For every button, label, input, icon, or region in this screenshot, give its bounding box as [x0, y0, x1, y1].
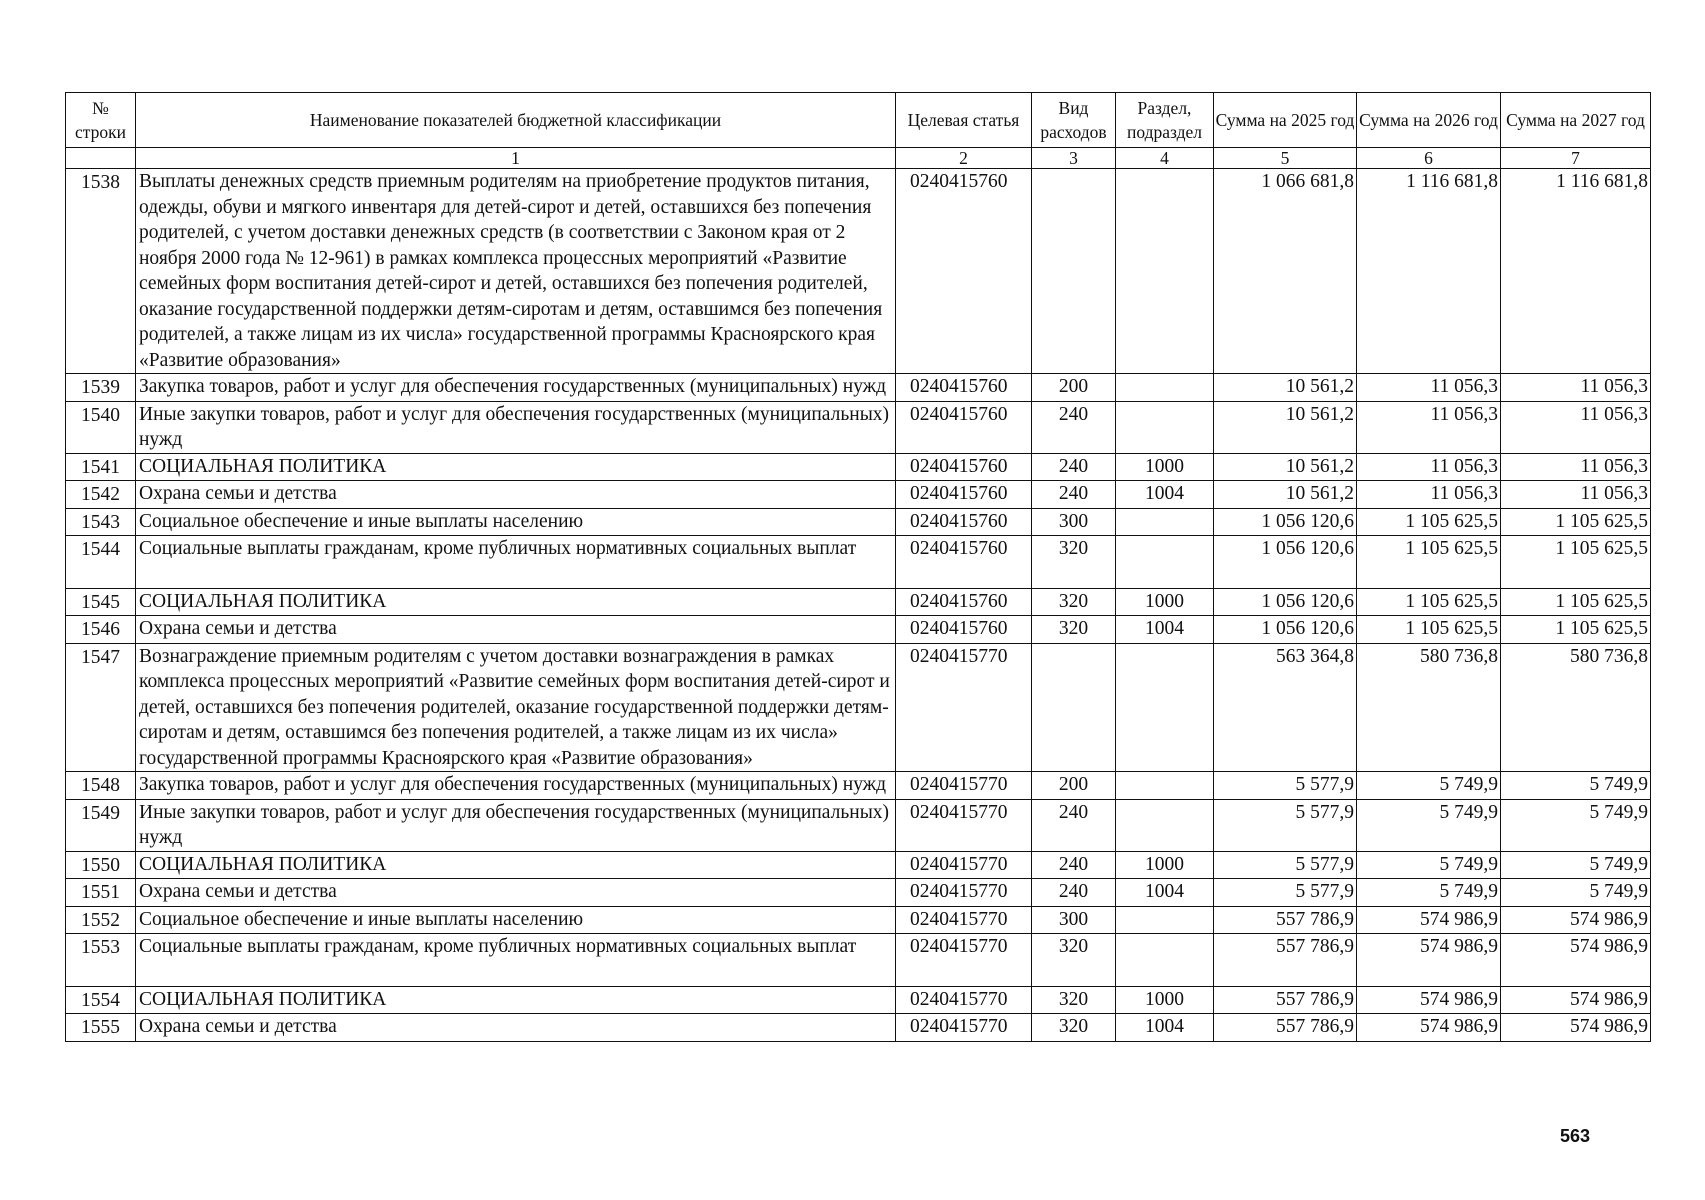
row-sum-2026: 11 056,3: [1357, 401, 1501, 453]
row-expense-type: 300: [1032, 906, 1116, 934]
row-sum-2025: 10 561,2: [1214, 374, 1357, 402]
row-expense-type: 320: [1032, 934, 1116, 987]
row-name: СОЦИАЛЬНАЯ ПОЛИТИКА: [136, 986, 896, 1014]
row-expense-type: 240: [1032, 879, 1116, 907]
row-sum-2027: 11 056,3: [1501, 453, 1651, 481]
row-target: 0240415770: [896, 1014, 1032, 1042]
row-section: 1004: [1116, 879, 1214, 907]
row-sum-2025: 5 577,9: [1214, 799, 1357, 851]
header-section: Раздел, подраздел: [1116, 93, 1214, 148]
row-name: Социальные выплаты гражданам, кроме публичных нормативных социальных выплат: [136, 536, 896, 589]
row-target: 0240415770: [896, 906, 1032, 934]
row-sum-2026: 11 056,3: [1357, 374, 1501, 402]
row-sum-2026: 574 986,9: [1357, 906, 1501, 934]
row-number: 1544: [66, 536, 136, 589]
row-expense-type: 320: [1032, 1014, 1116, 1042]
row-sum-2026: 1 116 681,8: [1357, 169, 1501, 374]
header-row: [66, 93, 1651, 148]
row-name: Охрана семьи и детства: [136, 1014, 896, 1042]
row-name: Выплаты денежных средств приемным родителям на приобретение продуктов питания, одежды, обуви и мягкого инвентаря для детей-сирот и детей, оставшихся без попечения родителей, с учетом доставки денежных средств (в соответствии с Законом края от 2 ноября 2000 года № 12-961) в рамках комплекса процессных мероприятий «Развитие семейных форм воспитания детей-сирот и детей, оставшихся без попечения родителей, оказание государственной поддержки детям-сиротам и детям, оставшимся без попечения родителей, а также лицам из их числа» государственной программы Красноярского края «Развитие образования»: [136, 169, 896, 374]
row-target: 0240415760: [896, 616, 1032, 644]
row-sum-2026: 1 105 625,5: [1357, 508, 1501, 536]
row-expense-type: [1032, 169, 1116, 374]
row-section: [1116, 401, 1214, 453]
header-expense-type: Вид расходов: [1032, 93, 1116, 148]
table-row: [66, 453, 1651, 481]
row-number: 1551: [66, 879, 136, 907]
table-row: [66, 799, 1651, 851]
row-section: [1116, 934, 1214, 987]
row-section: [1116, 643, 1214, 772]
row-number: 1550: [66, 851, 136, 879]
row-sum-2026: 1 105 625,5: [1357, 536, 1501, 589]
row-sum-2027: 574 986,9: [1501, 934, 1651, 987]
row-sum-2025: 557 786,9: [1214, 934, 1357, 987]
row-expense-type: 320: [1032, 588, 1116, 616]
row-target: 0240415760: [896, 401, 1032, 453]
page-number: 563: [1560, 1126, 1591, 1146]
row-sum-2027: 11 056,3: [1501, 401, 1651, 453]
row-sum-2025: 1 056 120,6: [1214, 616, 1357, 644]
row-sum-2027: 580 736,8: [1501, 643, 1651, 772]
row-sum-2027: 11 056,3: [1501, 374, 1651, 402]
table-row: [66, 588, 1651, 616]
column-number: 2: [896, 148, 1032, 169]
row-target: 0240415760: [896, 481, 1032, 509]
row-sum-2027: 574 986,9: [1501, 1014, 1651, 1042]
row-sum-2027: 1 105 625,5: [1501, 616, 1651, 644]
row-expense-type: 240: [1032, 799, 1116, 851]
row-sum-2025: 1 056 120,6: [1214, 536, 1357, 589]
table-row: [66, 616, 1651, 644]
table-row: [66, 879, 1651, 907]
row-sum-2025: 1 056 120,6: [1214, 508, 1357, 536]
table-row: [66, 851, 1651, 879]
row-sum-2026: 5 749,9: [1357, 851, 1501, 879]
row-number: 1547: [66, 643, 136, 772]
row-name: Охрана семьи и детства: [136, 879, 896, 907]
column-number: 7: [1501, 148, 1651, 169]
row-sum-2027: 5 749,9: [1501, 851, 1651, 879]
row-number: 1555: [66, 1014, 136, 1042]
row-target: 0240415760: [896, 374, 1032, 402]
column-number: [66, 148, 136, 169]
row-expense-type: 320: [1032, 986, 1116, 1014]
row-sum-2026: 11 056,3: [1357, 453, 1501, 481]
row-section: 1004: [1116, 616, 1214, 644]
row-name: Иные закупки товаров, работ и услуг для обеспечения государственных (муниципальных) нужд: [136, 799, 896, 851]
row-name: Охрана семьи и детства: [136, 481, 896, 509]
header-row-no: № строки: [66, 93, 136, 148]
row-expense-type: 300: [1032, 508, 1116, 536]
row-number: 1553: [66, 934, 136, 987]
table-row: [66, 772, 1651, 800]
table-row: [66, 536, 1651, 589]
row-section: [1116, 799, 1214, 851]
table-row: [66, 934, 1651, 987]
row-sum-2025: 10 561,2: [1214, 453, 1357, 481]
row-section: [1116, 536, 1214, 589]
row-number: 1542: [66, 481, 136, 509]
row-sum-2025: 557 786,9: [1214, 906, 1357, 934]
table-row: [66, 508, 1651, 536]
row-section: [1116, 772, 1214, 800]
row-sum-2027: 5 749,9: [1501, 879, 1651, 907]
row-name: Социальное обеспечение и иные выплаты населению: [136, 906, 896, 934]
row-target: 0240415760: [896, 508, 1032, 536]
row-sum-2027: 574 986,9: [1501, 986, 1651, 1014]
row-target: 0240415770: [896, 934, 1032, 987]
row-expense-type: [1032, 643, 1116, 772]
row-sum-2026: 11 056,3: [1357, 481, 1501, 509]
row-sum-2027: 1 105 625,5: [1501, 508, 1651, 536]
header-target: Целевая статья: [896, 93, 1032, 148]
table-row: [66, 643, 1651, 772]
row-section: 1000: [1116, 588, 1214, 616]
row-name: Закупка товаров, работ и услуг для обеспечения государственных (муниципальных) нужд: [136, 772, 896, 800]
header-name: Наименование показателей бюджетной классификации: [136, 93, 896, 148]
row-sum-2026: 1 105 625,5: [1357, 588, 1501, 616]
row-expense-type: 240: [1032, 481, 1116, 509]
row-sum-2025: 5 577,9: [1214, 851, 1357, 879]
row-number: 1545: [66, 588, 136, 616]
row-target: 0240415760: [896, 453, 1032, 481]
row-sum-2027: 1 116 681,8: [1501, 169, 1651, 374]
row-sum-2025: 10 561,2: [1214, 401, 1357, 453]
row-name: Охрана семьи и детства: [136, 616, 896, 644]
row-number: 1554: [66, 986, 136, 1014]
row-number: 1539: [66, 374, 136, 402]
row-name: СОЦИАЛЬНАЯ ПОЛИТИКА: [136, 851, 896, 879]
row-number: 1543: [66, 508, 136, 536]
column-number: 3: [1032, 148, 1116, 169]
row-sum-2026: 574 986,9: [1357, 934, 1501, 987]
row-section: 1004: [1116, 1014, 1214, 1042]
row-name: Социальное обеспечение и иные выплаты населению: [136, 508, 896, 536]
row-name: Социальные выплаты гражданам, кроме публичных нормативных социальных выплат: [136, 934, 896, 987]
row-target: 0240415770: [896, 799, 1032, 851]
row-sum-2025: 557 786,9: [1214, 986, 1357, 1014]
row-number: 1540: [66, 401, 136, 453]
row-name: Вознаграждение приемным родителям с учетом доставки вознаграждения в рамках комплекса процессных мероприятий «Развитие семейных форм воспитания детей-сирот и детей, оставшихся без попечения родителей, оказание государственной поддержки детям-сиротам и детям, оставшимся без попечения родителей, а также лицам из их числа» государственной программы Красноярского края «Развитие образования»: [136, 643, 896, 772]
row-section: [1116, 508, 1214, 536]
budget-table: [65, 92, 1651, 1042]
row-sum-2025: 1 056 120,6: [1214, 588, 1357, 616]
column-number: 6: [1357, 148, 1501, 169]
column-number: 1: [136, 148, 896, 169]
row-target: 0240415760: [896, 169, 1032, 374]
row-section: 1004: [1116, 481, 1214, 509]
row-number: 1548: [66, 772, 136, 800]
row-target: 0240415770: [896, 851, 1032, 879]
row-number: 1541: [66, 453, 136, 481]
column-number: 5: [1214, 148, 1357, 169]
row-sum-2027: 11 056,3: [1501, 481, 1651, 509]
row-sum-2026: 5 749,9: [1357, 772, 1501, 800]
row-section: 1000: [1116, 986, 1214, 1014]
row-expense-type: 240: [1032, 851, 1116, 879]
row-target: 0240415770: [896, 879, 1032, 907]
row-expense-type: 240: [1032, 453, 1116, 481]
row-sum-2025: 1 066 681,8: [1214, 169, 1357, 374]
row-section: 1000: [1116, 851, 1214, 879]
header-sum-2025: Сумма на 2025 год: [1214, 93, 1357, 148]
row-target: 0240415770: [896, 643, 1032, 772]
row-section: 1000: [1116, 453, 1214, 481]
row-number: 1546: [66, 616, 136, 644]
row-section: [1116, 374, 1214, 402]
column-number-row: [66, 148, 1651, 169]
row-sum-2027: 5 749,9: [1501, 772, 1651, 800]
row-section: [1116, 906, 1214, 934]
row-sum-2026: 580 736,8: [1357, 643, 1501, 772]
row-sum-2025: 557 786,9: [1214, 1014, 1357, 1042]
row-name: Иные закупки товаров, работ и услуг для обеспечения государственных (муниципальных) нужд: [136, 401, 896, 453]
row-name: СОЦИАЛЬНАЯ ПОЛИТИКА: [136, 588, 896, 616]
row-target: 0240415770: [896, 986, 1032, 1014]
row-number: 1552: [66, 906, 136, 934]
row-sum-2026: 574 986,9: [1357, 986, 1501, 1014]
row-expense-type: 320: [1032, 616, 1116, 644]
row-sum-2026: 1 105 625,5: [1357, 616, 1501, 644]
table-row: [66, 169, 1651, 374]
table-row: [66, 401, 1651, 453]
row-target: 0240415770: [896, 772, 1032, 800]
table-row: [66, 481, 1651, 509]
row-sum-2027: 574 986,9: [1501, 906, 1651, 934]
row-sum-2027: 5 749,9: [1501, 799, 1651, 851]
header-sum-2027: Сумма на 2027 год: [1501, 93, 1651, 148]
row-section: [1116, 169, 1214, 374]
row-sum-2025: 10 561,2: [1214, 481, 1357, 509]
row-sum-2027: 1 105 625,5: [1501, 536, 1651, 589]
row-target: 0240415760: [896, 588, 1032, 616]
row-sum-2026: 5 749,9: [1357, 879, 1501, 907]
row-sum-2025: 5 577,9: [1214, 879, 1357, 907]
row-expense-type: 240: [1032, 401, 1116, 453]
row-expense-type: 320: [1032, 536, 1116, 589]
row-name: СОЦИАЛЬНАЯ ПОЛИТИКА: [136, 453, 896, 481]
row-sum-2026: 574 986,9: [1357, 1014, 1501, 1042]
row-sum-2025: 5 577,9: [1214, 772, 1357, 800]
table-row: [66, 986, 1651, 1014]
row-number: 1538: [66, 169, 136, 374]
row-name: Закупка товаров, работ и услуг для обеспечения государственных (муниципальных) нужд: [136, 374, 896, 402]
row-sum-2027: 1 105 625,5: [1501, 588, 1651, 616]
column-number: 4: [1116, 148, 1214, 169]
row-expense-type: 200: [1032, 374, 1116, 402]
row-target: 0240415760: [896, 536, 1032, 589]
table-row: [66, 374, 1651, 402]
header-sum-2026: Сумма на 2026 год: [1357, 93, 1501, 148]
row-expense-type: 200: [1032, 772, 1116, 800]
row-number: 1549: [66, 799, 136, 851]
row-sum-2026: 5 749,9: [1357, 799, 1501, 851]
table-row: [66, 1014, 1651, 1042]
table-row: [66, 906, 1651, 934]
row-sum-2025: 563 364,8: [1214, 643, 1357, 772]
